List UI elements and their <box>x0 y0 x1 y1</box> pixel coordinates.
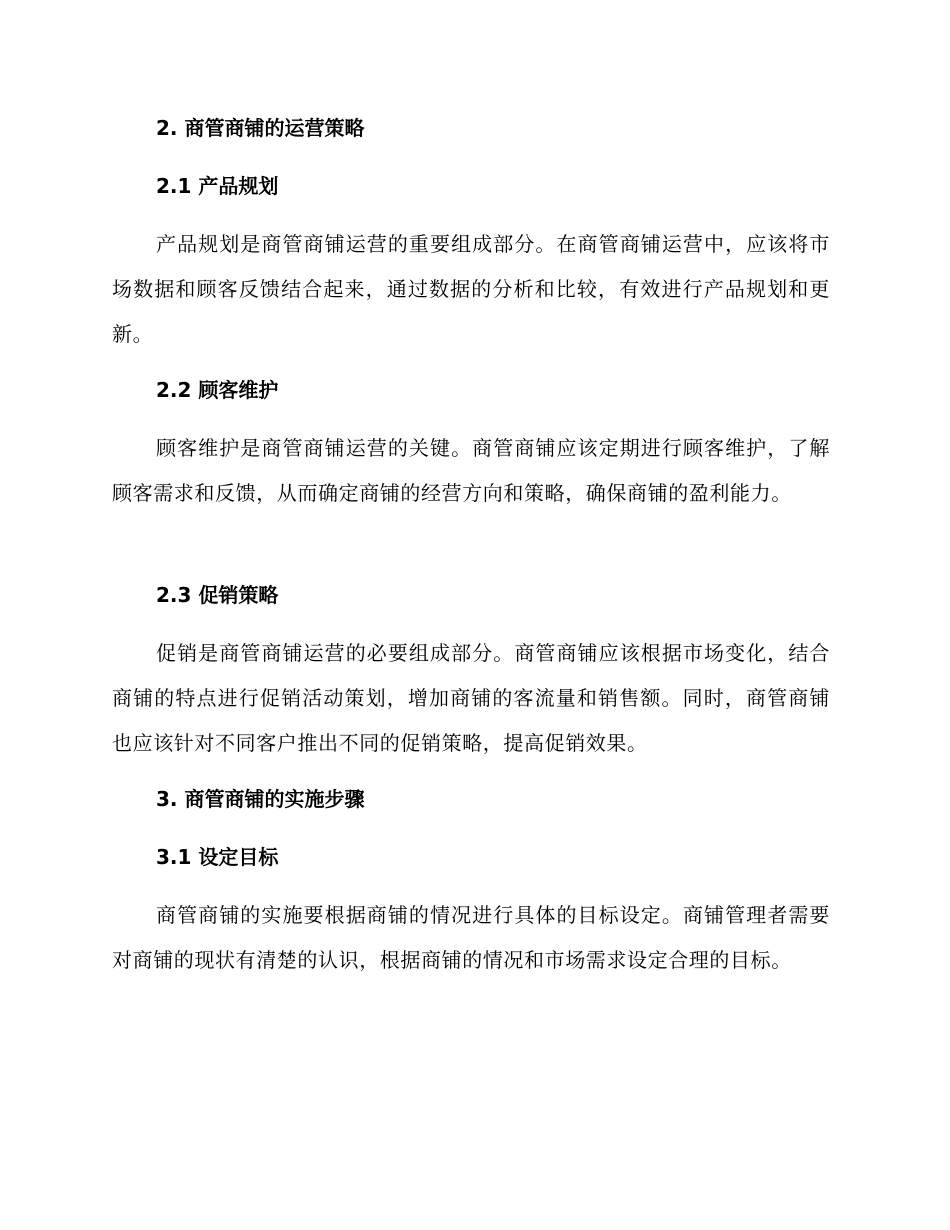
section-heading-operation-strategy: 2. 商管商铺的运营策略 <box>156 116 365 140</box>
section-heading-implementation-steps: 3. 商管商铺的实施步骤 <box>156 787 365 811</box>
paragraph-customer-maintenance: 顾客维护是商管商铺运营的关键。商管商铺应该定期进行顾客维护，了解顾客需求和反馈，从而确定商铺的经营方向和策略，确保商铺的盈利能力。 <box>112 436 830 505</box>
subsection-heading-promotion-strategy: 2.3 促销策略 <box>156 583 279 607</box>
paragraph-set-goals: 商管商铺的实施要根据商铺的情况进行具体的目标设定。商铺管理者需要对商铺的现状有清楚的认识，根据商铺的情况和市场需求设定合理的目标。 <box>112 903 830 972</box>
subsection-heading-product-planning: 2.1 产品规划 <box>156 174 279 198</box>
paragraph-promotion-strategy: 促销是商管商铺运营的必要组成部分。商管商铺应该根据市场变化，结合商铺的特点进行促销活动策划，增加商铺的客流量和销售额。同时，商管商铺也应该针对不同客户推出不同的促销策略，提高促销效果。 <box>112 641 830 755</box>
subsection-heading-customer-maintenance: 2.2 顾客维护 <box>156 378 279 402</box>
subsection-heading-set-goals: 3.1 设定目标 <box>156 845 279 869</box>
paragraph-product-planning: 产品规划是商管商铺运营的重要组成部分。在商管商铺运营中，应该将市场数据和顾客反馈结合起来，通过数据的分析和比较，有效进行产品规划和更新。 <box>112 232 830 346</box>
